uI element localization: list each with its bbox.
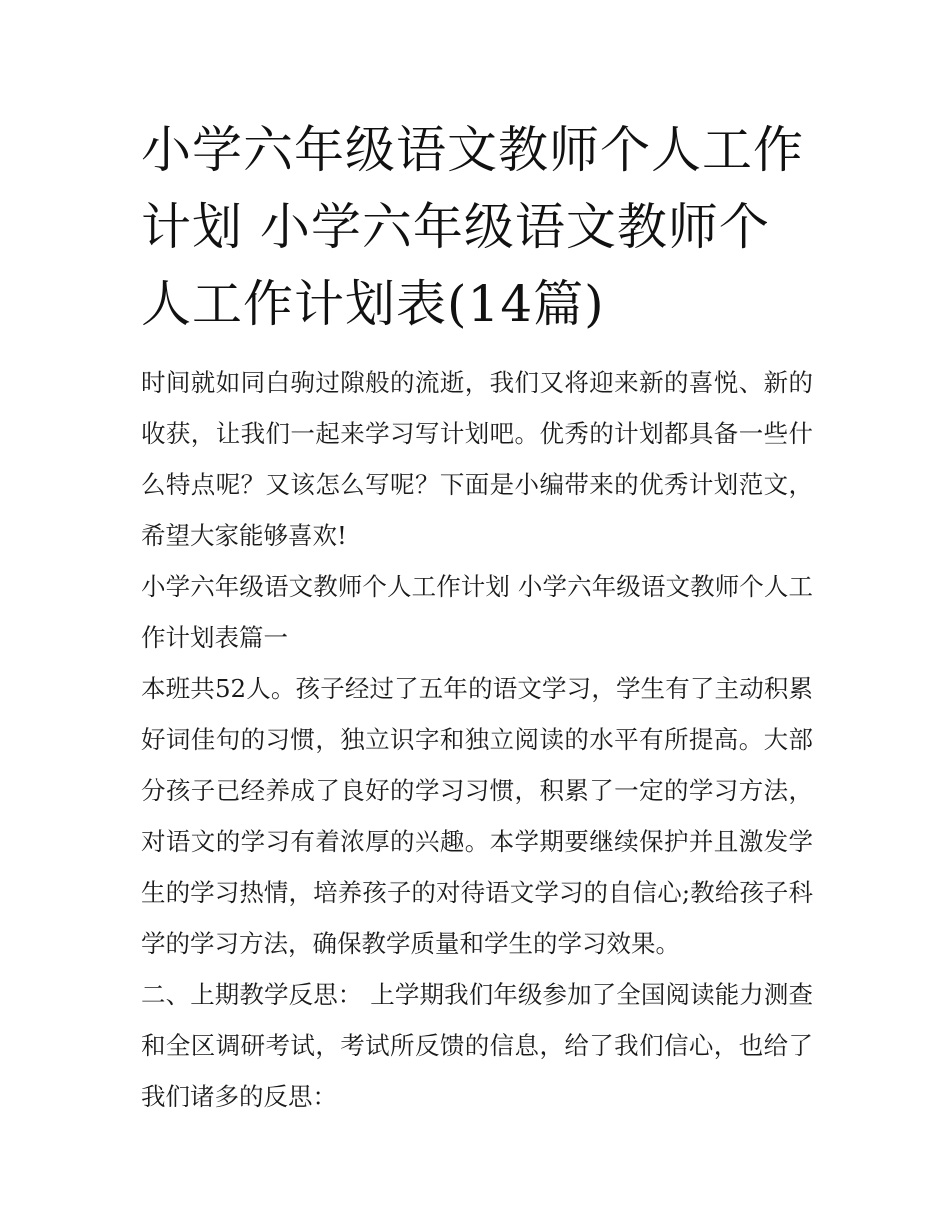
class-overview-paragraph: 本班共52人。孩子经过了五年的语文学习，学生有了主动积累好词佳句的习惯，独立识字和独立阅读的水平有所提高。大部分孩子已经养成了良好的学习习惯，积累了一定的学习方法，对语文的学习有着浓厚的兴趣。本学期要继续保护并且激发学生的学习热情，培养孩子的对待语文学习的自信心;教给孩子科学的学习方法，确保教学质量和学生的学习效果。: [141, 674, 813, 958]
teaching-reflection-paragraph: 二、上期教学反思： 上学期我们年级参加了全国阅读能力测查和全区调研考试，考试所反馈的信息，给了我们信心，也给了我们诸多的反思：: [141, 980, 813, 1111]
document-title: 小学六年级语文教师个人工作计划 小学六年级语文教师个人工作计划表(14篇): [141, 121, 804, 333]
intro-paragraph: 时间就如同白驹过隙般的流逝，我们又将迎来新的喜悦、新的收获，让我们一起来学习写计划吧。优秀的计划都具备一些什么特点呢？又该怎么写呢？下面是小编带来的优秀计划范文，希望大家能够喜欢!: [141, 368, 813, 550]
document-page: [141, 112, 813, 1122]
section-heading: 小学六年级语文教师个人工作计划 小学六年级语文教师个人工作计划表篇一: [141, 572, 813, 652]
document-body: [141, 357, 813, 1122]
